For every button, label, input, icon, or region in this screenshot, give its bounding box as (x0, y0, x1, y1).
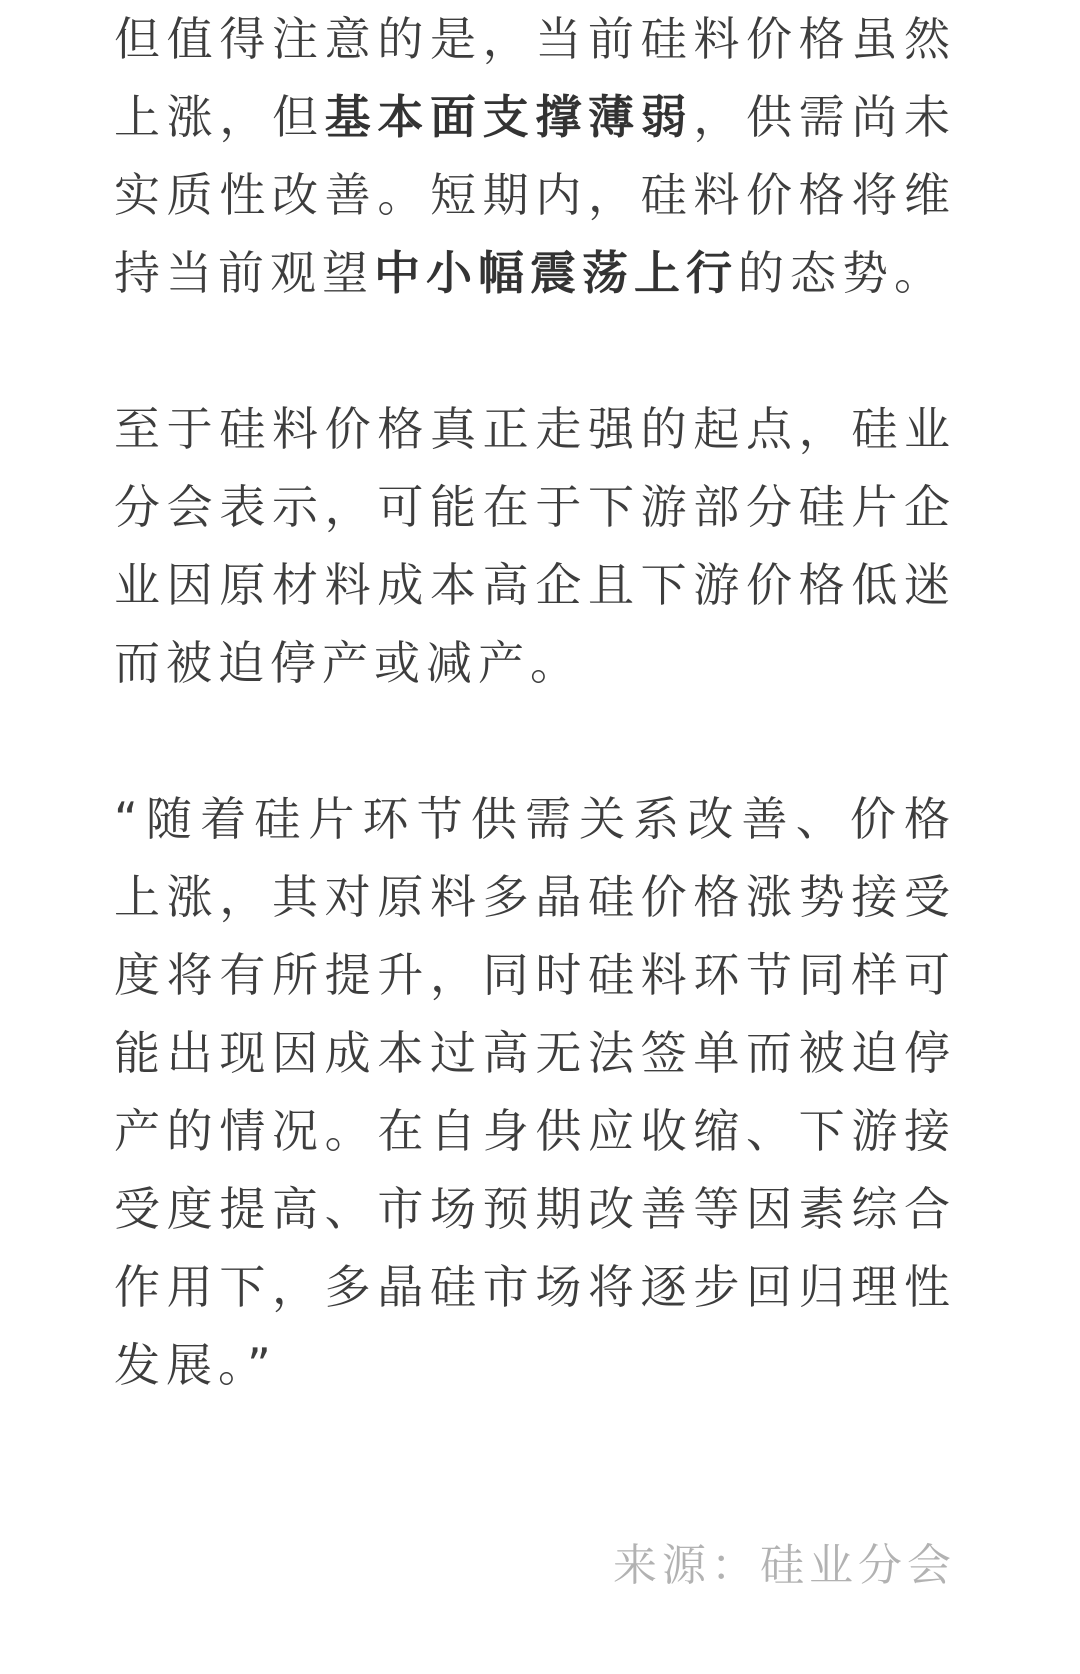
paragraph-quote: “随着硅片环节供需关系改善、价格上涨，其对原料多晶硅价格涨势接受度将有所提升，同时硅料环节同样可能出现因成本过高无法签单而被迫停产的情况。在自身供应收缩、下游接受度提高、市场预期改善等因素综合作用下，多晶硅市场将逐步回归理性发展。” (114, 792, 956, 1392)
source-name: 硅业分会 (760, 1540, 956, 1591)
paragraph-text: 的态势。 (738, 246, 946, 300)
article-body (114, 0, 956, 1404)
paragraph-price-turning-point: 至于硅料价格真正走强的起点，硅业分会表示，可能在于下游部分硅片企业因原材料成本高企且下游价格低迷而被迫停产或减产。 (114, 402, 956, 690)
paragraph-text: 但值得注意的是，当前硅料价格虽然上涨，但 (114, 12, 956, 144)
paragraph-price-outlook (114, 0, 956, 312)
bold-emphasis-weak-fundamentals: 基本面支撑薄弱 (324, 90, 694, 144)
bold-emphasis-moderate-rise: 中小幅震荡上行 (374, 246, 738, 300)
source-label: 来源： (613, 1540, 760, 1591)
paragraph-text: ，供需尚未实质性改善。短期内，硅料价格将维持当前观望 (114, 90, 957, 300)
source-attribution (613, 1533, 956, 1599)
